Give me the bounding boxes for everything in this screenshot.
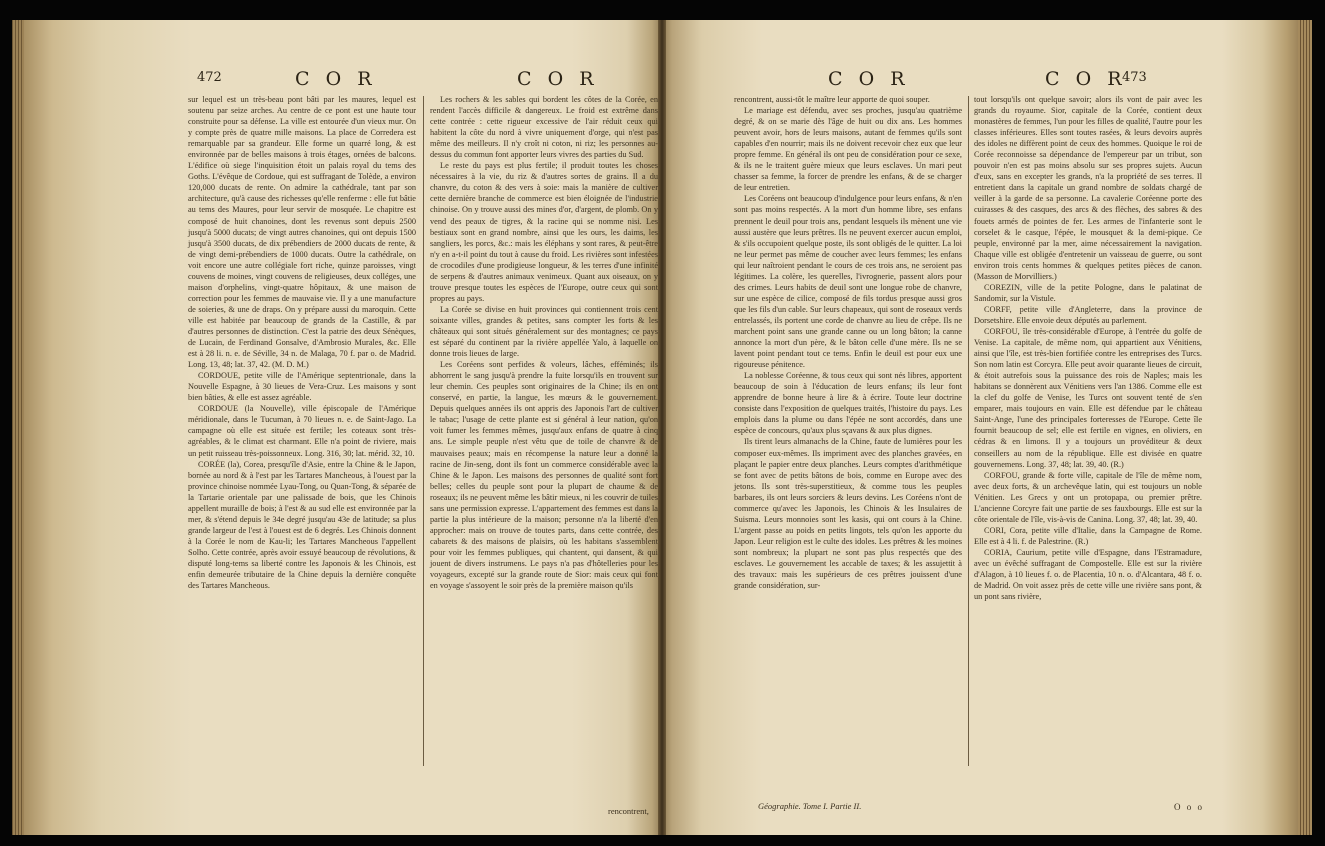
left-page-number: 472 [197,70,222,85]
left-page-edges [12,20,24,835]
paragraph: CORDOUE, petite ville de l'Amérique septentrionale, dans la Nouvelle Espagne, à 30 lieues de Vera-Cruz. Les maisons y sont bien bâties, & elle est assez agréable. [188,371,416,403]
paragraph: Les rochers & les sables qui bordent les côtes de la Corée, en rendent l'accès difficile & dangereux. Le froid est extrême dans cette contrée : cette rigueur excessive de l'air réduit ceux qui habitent la côte du nord à vivre uniquement d'orge, qui n'est pas même des meilleurs. Il n'y croît ni coton, ni riz; les personnes au-dessus du commun font apporter leurs vivres des parties du Sud. [430,95,658,160]
paragraph: CORFOU, grande & forte ville, capitale de l'île de même nom, avec deux forts, & un archevêque latin, qui est toujours un noble Vénitien. Les Grecs y ont un protopapa, ou premier prêtre. L'ancienne Corcyre fait une partie de ses fauxbourgs. Elle est sur la côte orientale de l'île, vis-à-vis de Canina. Long. 37, 48; lat. 39, 40. [974,470,1202,524]
left-column-1 [188,94,416,591]
right-column-1 [734,94,962,591]
right-page-footer: Géographie. Tome I. Partie II. [758,801,862,811]
right-page-number: 473 [1122,70,1147,85]
left-running-head: C O R [295,68,377,90]
paragraph: CORFF, petite ville d'Angleterre, dans la province de Dorsetshire. Elle envoie deux députés au parlement. [974,304,1202,325]
signature-mark: O o o [1174,802,1204,812]
left-catchword: rencontrent, [608,806,649,816]
paragraph: CORIA, Caurium, petite ville d'Espagne, dans l'Estramadure, avec un évêché suffragant de Compostelle. Elle est sur la rivière d'Alagon, à 10 lieues f. o. de Placentia, 10 n. o. d'Alcantara, 48 f. o. de Madrid. On voit assez près de cette ville une rivière sans pont, & un pont sans rivière, [974,547,1202,602]
paragraph: Ils tirent leurs almanachs de la Chine, faute de lumières pour les composer eux-mêmes. Ils impriment avec des planches gravées, en plaçant le papier entre deux planches. Leurs comptes d'arithmétique se font avec de petits bâtons de bois, comme en Europe avec des jetons. Ils sont très-superstitieux, & comme tous les peuples barbares, ils ont leurs sorciers & leurs devins. Les Coréens n'ont de commerce qu'avec les Japonois, les Chinois & les Insulaires de Suisma. Leurs monnoies sont les kasis, qui ont cours à la Chine. L'argent passe au poids en petits lingots, tels qu'on les apporte du Japon. Leur religion est le culte des idoles. Les prêtres & les moines sont nombreux; la plupart ne sont pas plus respectés que des esclaves. Le gouvernement les accable de taxes; & les assujettit à des travaux: mais les supérieurs de ces prêtres jouissent d'une grande considération, sur- [734,437,962,591]
paragraph: COREZIN, ville de la petite Pologne, dans le palatinat de Sandomir, sur la Vistule. [974,282,1202,303]
paragraph: Les Coréens ont beaucoup d'indulgence pour leurs enfans, & n'en sont pas moins respectés. A la mort d'un homme libre, ses enfans prennent le deuil pour trois ans, pendant lesquels ils mènent une vie aussi austère que leurs prêtres. Ils ne peuvent exercer aucun emploi, & s'ils occupoient quelque poste, ils sont obligés de le quitter. La loi ne leur permet pas même de coucher avec leurs femmes; les enfans qui leur naîtroient pendant le cours de ces trois ans, ne seroient pas légitimes. La colère, les querelles, l'ivrognerie, passent alors pour des crimes. Leurs habits de deuil sont une longue robe de chanvre, sur une espèce de cilice, composé de fils tordus presque aussi gros que les fils d'un cable. Sur leurs chapeaux, qui sont de roseaux verds entrelassés, ils portent une corde de chanvre au lieu de crêpe. Ils ne marchent point sans une grande canne ou un long bâton; la canne annonce la mort d'un père, & le bâton celle d'une mère. Ils ne se lavent point pendant tout ce tems. Enfin le deuil est pour eux une rigoureuse pénitence. [734,194,962,370]
left-column-2 [430,94,658,591]
right-column-2 [974,94,1202,602]
left-page [12,20,662,835]
right-running-head-2: C O R [1045,68,1127,90]
column-rule [968,96,969,766]
paragraph: CORI, Cora, petite ville d'Italie, dans la Campagne de Rome. Elle est à 4 li. f. de Palestrine. (R.) [974,525,1202,546]
paragraph: CORDOUE (la Nouvelle), ville épiscopale de l'Amérique méridionale, dans le Tucuman, à 70 lieues n. e. de Saint-Jago. La campagne où elle est située est fertile; les coteaux sont très-agréables, & le climat est charmant. Elle n'a point de riviere, mais un petit ruisseau très-poissonneux. Long. 316, 30; lat. mérid. 32, 10. [188,404,416,458]
paragraph: Les Coréens sont perfides & voleurs, lâches, efféminés; ils abhorrent le sang jusqu'à prendre la fuite lorsqu'ils en trouvent sur leur chemin. Ces peuples sont originaires de la Chine; ils en ont conservé, en partie, la langue, les mœurs & le gouvernement. Depuis quelques années ils ont appris des Japonois l'art de cultiver le tabac; l'usage de cette plante est si général à leur nation, qu'on voit fumer les femmes mêmes, jusqu'aux enfans de quatre à cinq ans. Le simple peuple n'est vêtu que de toile de chanvre & de mauvaises peaux; mais en récompense la nature leur a donné la racine de Jin-seng, dont ils font un commerce considérable avec la Chine & le Japon. Les maisons des personnes de qualité sont fort belles; celles du peuple sont pour la plupart de chaume & de roseaux; ils ne peuvent même les bâtir mieux, ni les couvrir de tuiles sans une permission expresse. L'appartement des femmes est dans la partie la plus intérieure de la maison; personne n'a la liberté d'en approcher: mais on trouve de toutes parts, dans cette contrée, des cabarets & des maisons de plaisirs, où les habitans s'assemblent pour voir les femmes publiques, qui chantent, qui dansent, & qui jouent de divers instrumens. Le pays n'a pas d'hôtelleries pour les voyageurs, excepté sur la grande route de Sior: mais ceux qui font en voyage s'assoyent le soir près de la première maison qu'ils [430,360,658,591]
paragraph: La noblesse Coréenne, & tous ceux qui sont nés libres, apportent beaucoup de soin à l'éducation de leurs enfans; ils leur font apprendre de bonne heure à lire & à écrire. Toute leur doctrine consiste dans l'exposition de quelques traités, l'histoire du pays. Les emplois dans la plume ou dans l'épée ne sont accordés, dans une espèce de concours, qu'aux plus sçavans & aux plus dignes. [734,371,962,436]
paragraph: CORFOU, île très-considérable d'Europe, à l'entrée du golfe de Venise. La capitale, de même nom, qui appartient aux Vénitiens, ainsi que l'île, est très-bien fortifiée contre les entreprises des Turcs. Son nom latin est Corcyra. Elle peut avoir quarante lieues de circuit, & étoit autrefois sous la puissance des rois de Naples; mais les habitans se donnèrent aux Vénitiens vers l'an 1386. Comme elle est la clef du golfe de Venise, les Turcs ont souvent tenté de s'en emparer, mais toujours en vain. Elle est défendue par le château Saint-Ange, l'une des principales forteresses de l'Europe. Cette île fournit beaucoup de sel; elle est fertile en vignes, en oliviers, en cédras & en limons. Il y a toujours un provéditeur & deux conseillers au nom de la république. Elle est divisée en quatre gouvernemens. Long. 37, 48; lat. 39, 40. (R.) [974,326,1202,469]
paragraph: La Corée se divise en huit provinces qui contiennent trois cent soixante villes, grandes & petites, sans compter les forts & les châteaux qui sont situés généralement sur des montagnes; ce pays est séparé du continent par la rivière appellée Yalo, à laquelle on donne trois lieues de large. [430,304,658,359]
right-page-edges [1298,20,1312,835]
left-running-head-2: C O R [517,68,599,90]
paragraph: tout lorsqu'ils ont quelque savoir; alors ils vont de pair avec les grands du royaume. Sior, capitale de la Corée, contient deux monastères de femmes, l'un pour les filles de qualité, l'autre pour les classes inférieures. Elles sont toutes rasées, & leurs devoirs auprès des idoles ne diffèrent point de ceux des hommes. Quoique le roi de Corée reconnoisse sa dépendance de l'empereur par un tribut, son pouvoir n'en est pas moins absolu sur ses propres sujets. Aucun d'eux, sans en excepter les grands, n'a la propriété de ses terres. Il entretient dans la capitale un grand nombre de soldats chargé de veiller à la garde de sa personne. La cavalerie Coréenne porte des cuirasses & des casques, des arcs & des flèches, des sabres & des fouets armés de pointes de fer. Les armes de l'infanterie sont le corselet & le casque, l'épée, le mousquet & la demi-pique. Ce peuple, environné par la mer, aime nécessairement la navigation. Chaque ville est obligée d'entretenir un vaisseau de guerre, ou sont environ trois cents hommes & quelques petites pièces de canon. (Masson de Morvilliers.) [974,95,1202,281]
paragraph: sur lequel est un très-beau pont bâti par les maures, lequel est soutenu par seize arches. Au centre de ce pont est une haute tour construite pour sa défense. La ville est entourée d'un vieux mur. On y compte près de quatre mille maisons. La place de Corredera est remarquable par sa grandeur. Elle forme un quarré long, & est environnée par de belles maisons à trois étages, ornées de balcons. L'édifice où siege l'inquisition étoit un palais royal du tems des Goths. L'évêque de Cordoue, qui est suffragant de Tolède, a environ 120,000 ducats de rente. On admire la cathédrale, tant par son architecture, qu'à cause des richesses qu'elle renferme : elle fut bâtie au tems des Maures, pour leur servir de mosquée. Le chapitre est composé de huit chanoines, dont les revenus sont depuis 2500 jusqu'à 5000 ducats; de vingt autres chanoines, qui ont depuis 1500 jusqu'à 3500 ducats, de dix prébendiers de 2000 ducats de rente, & de vingt demi-prébendiers de 1000 ducats. Outre la cathédrale, on voit encore une autre collégiale fort riche, quinze paroisses, vingt couvens de moines, vingt couvens de religieuses, deux colléges, une maison d'orphelins, vingt-quatre hôpitaux, & une maison de correction pour les femmes de mauvaise vie. Il y a une manufacture de soieries, & une de draps. On y prépare aussi du maroquin. Cette ville est habitée par beaucoup de grands de la Castille, & par d'autres personnes de distinction. C'est la patrie des deux Sénèques, de Lucain, de Ferdinand Gonsalve, d'Ambrosio Murales, &c. Elle est à 28 li. n. e. de Séville, 34 n. de Malaga, 70 f. par o. de Madrid. Long. 13, 48; lat. 37, 42. (M. D. M.) [188,95,416,370]
right-page [662,20,1312,835]
paragraph: Le reste du pays est plus fertile; il produit toutes les choses nécessaires à la vie, du riz & d'autres sortes de grains. Il a du chanvre, du coton & des vers à soie: mais la manière de cultiver cette dernière branche de commerce est bien éloignée de l'industrie chinoise. On y trouve aussi des mines d'or, d'argent, de plomb. On y vend des peaux de tigres, & la racine qui se nomme nisi. Les bestiaux sont en grand nombre, ainsi que les ours, les daims, les sangliers, les porcs, &c.: mais les éléphans y sont rares, & peut-être n'y en a-t-il point du tout à cause du froid. Les rivières sont infestées de crocodiles d'une prodigieuse longueur, & les terres d'une infinité de serpens & d'autres animaux venimeux. Quant aux oiseaux, on y trouve presque toutes les espèces de l'Europe, outre ceux qui sont propres au pays. [430,161,658,303]
book-gutter [658,20,666,835]
paragraph: CORÉE (la), Corea, presqu'île d'Asie, entre la Chine & le Japon, bornée au nord & à l'est par les Tartares Mancheous, à l'ouest par la province chinoise nommée Lyau-Tong, ou Quan-Tong, & séparée de la Tartarie orientale par une palissade de bois, que les Chinois appellent muraille de bois; à l'est & au sud elle est environnée par la mer, & s'étend depuis le 34e degré jusqu'au 43e de latitude; sa plus grande largeur de l'est à l'ouest est de 6 degrés. Les Chinois donnent à la Corée le nom de Kau-li; les Tartares Mancheous l'appellent Solho. Cette contrée, après avoir essuyé beaucoup de révolutions, & disputé long-tems sa liberté contre les Japonois & les Chinois, est enfin demeurée tributaire de la Chine depuis la dernière conquête des Tartares Mancheous. [188,459,416,591]
open-book [12,20,1312,835]
column-rule [423,96,424,766]
right-running-head: C O R [828,68,910,90]
paragraph: rencontrent, aussi-tôt le maître leur apporte de quoi souper. [734,95,930,104]
paragraph: Le mariage est défendu, avec ses proches, jusqu'au quatrième degré, & on se marie dès l'âge de huit ou dix ans. Les hommes peuvent avoir, hors de leurs maisons, autant de femmes qu'ils sont capables d'en nourrir; mais ils ne doivent recevoir chez eux que leur propre femme. En général ils ont peu de considération pour ce sexe, & ils ne le traitent guère mieux que leurs esclaves. Un mari peut chasser sa femme, la forcer de prendre les enfans, & de se charger de leur entretien. [734,106,962,193]
